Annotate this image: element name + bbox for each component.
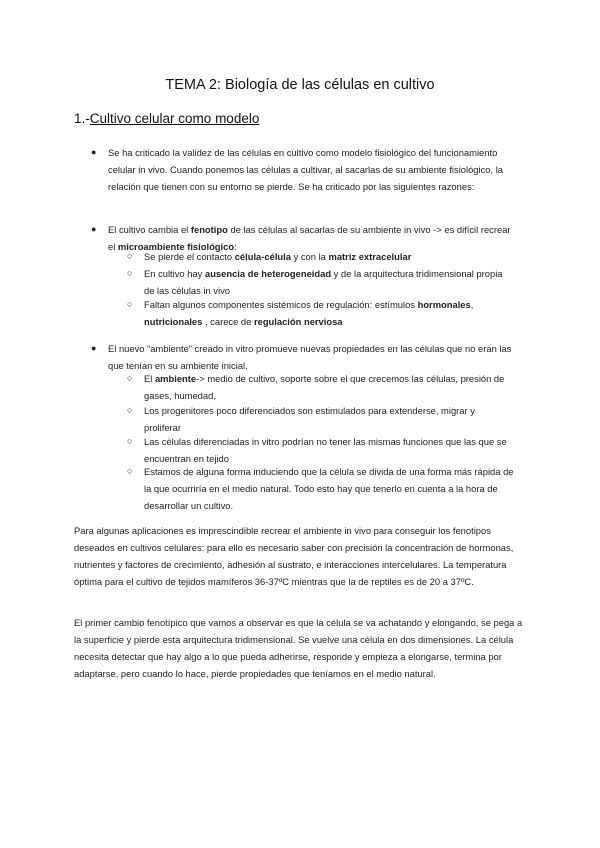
bold-term: microambiente fisiológico — [117, 241, 235, 252]
sub-bullet-text — [144, 373, 504, 401]
bullet-marker: ● — [91, 224, 97, 234]
bullet-text: El nuevo “ambiente” creado in vitro promueve nuevas propiedades en las células que no eran las que tenían en su ambiente inicial. — [108, 343, 512, 371]
sub-bullet-marker: ○ — [127, 299, 133, 309]
bold-term: matriz extracelular — [328, 251, 412, 262]
bullet-marker: ● — [91, 147, 97, 157]
text-run: , — [470, 299, 474, 310]
text-run: El cultivo cambia el — [108, 224, 191, 235]
bold-term: hormonales — [417, 299, 471, 310]
bold-term: ambiente — [154, 373, 197, 384]
text-run: : — [234, 241, 237, 252]
body-paragraph: El primer cambio fenotípico que vamos a observar es que la célula se va achatando y elongando, se pega a la superficie y pierde esta arquitectura tridimensional. Se vuelve una célula en dos dimensiones. La célula necesita detectar que hay algo a lo que pueda adherirse, responde y empieza a elongarse, termina por adaptarse, pero cuando lo hace, pierde propiedades que teníamos en el medio natural. — [74, 617, 523, 679]
text-run: -> medio de cultivo, soporte sobre el que crecemos las células, presión de gases, humedad, — [144, 373, 505, 401]
sub-bullet-text: Estamos de alguna forma induciendo que la célula se divida de una forma más rápida de la que ocurriría en el medio natural. Todo esto hay que tenerlo en cuenta a la hora de desarrollar un cultivo. — [144, 466, 514, 511]
text-run: , carece de — [202, 316, 254, 327]
text-run: y de la arquitectura tridimensional propia de las células in vivo — [144, 268, 503, 296]
bold-term: regulación nerviosa — [253, 316, 343, 327]
sub-bullet-marker: ○ — [127, 436, 133, 446]
bullet-item — [91, 340, 518, 374]
bold-term: célula-célula — [234, 251, 291, 262]
sub-bullet-text: Los progenitores poco diferenciados son estimulados para extenderse, migrar y proliferar — [144, 405, 475, 433]
sub-bullet-item — [127, 296, 514, 330]
sub-bullet-marker: ○ — [127, 268, 133, 278]
sub-bullet-item — [127, 370, 514, 404]
bold-term: ausencia de heterogeneidad — [204, 268, 332, 279]
sub-bullet-item — [127, 265, 514, 299]
bold-term: nutricionales — [144, 316, 203, 327]
sub-bullet-text: Las células diferenciadas in vitro podrían no tener las mismas funciones que las que se encuentran en tejido — [144, 436, 507, 464]
text-run: y con la — [290, 251, 329, 262]
text-run: El — [144, 373, 155, 384]
bold-term: fenotipo — [190, 224, 228, 235]
text-run: Se pierde el contacto — [144, 251, 235, 262]
section-heading-text: Cultivo celular como modelo — [89, 111, 260, 126]
sub-bullet-marker: ○ — [127, 405, 133, 415]
bullet-marker: ● — [91, 343, 97, 353]
page-title: TEMA 2: Biología de las células en cultivo — [165, 77, 435, 93]
sub-bullet-text — [144, 299, 473, 327]
sub-bullet-marker: ○ — [127, 373, 133, 383]
sub-bullet-item — [127, 433, 514, 467]
sub-bullet-item — [127, 402, 514, 436]
bullet-text: Se ha criticado la validez de las células en cultivo como modelo fisiológico del funcionamiento celular in vivo. Cuando ponemos las células a cultivar, al sacarlas de su ambiente fisiológico, la relación que tienen con su entorno se pierde. Se ha criticado por las siguientes razones: — [108, 147, 503, 192]
body-paragraph: Para algunas aplicaciones es imprescindible recrear el ambiente in vivo para conseguir los fenotipos deseados en cultivos celulares: para ello es necesario saber con precisión la concentración de hormonas, nutrientes y factores de crecimiento, adhesión al sustrato, e interacciones intercelulares. La temperatura óptima para el cultivo de tejidos mamíferos 36-37ºC mientras que la de reptiles es de 20 a 37ºC. — [74, 525, 514, 587]
sub-bullet-marker: ○ — [127, 251, 133, 261]
section-number: 1.- — [74, 111, 90, 126]
section-heading — [74, 110, 259, 128]
sub-bullet-item — [127, 248, 514, 265]
text-run: Faltan algunos componentes sistémicos de regulación: estímulos — [144, 299, 418, 310]
bullet-item — [91, 144, 518, 195]
sub-bullet-item — [127, 463, 514, 514]
text-run: de las células al sacarlas de su ambiente in vivo -> es difícil recrear el — [108, 224, 511, 252]
sub-bullet-marker: ○ — [127, 466, 133, 476]
text-run: En cultivo hay — [144, 268, 205, 279]
sub-bullet-text — [144, 251, 411, 262]
sub-bullet-text — [144, 268, 503, 296]
